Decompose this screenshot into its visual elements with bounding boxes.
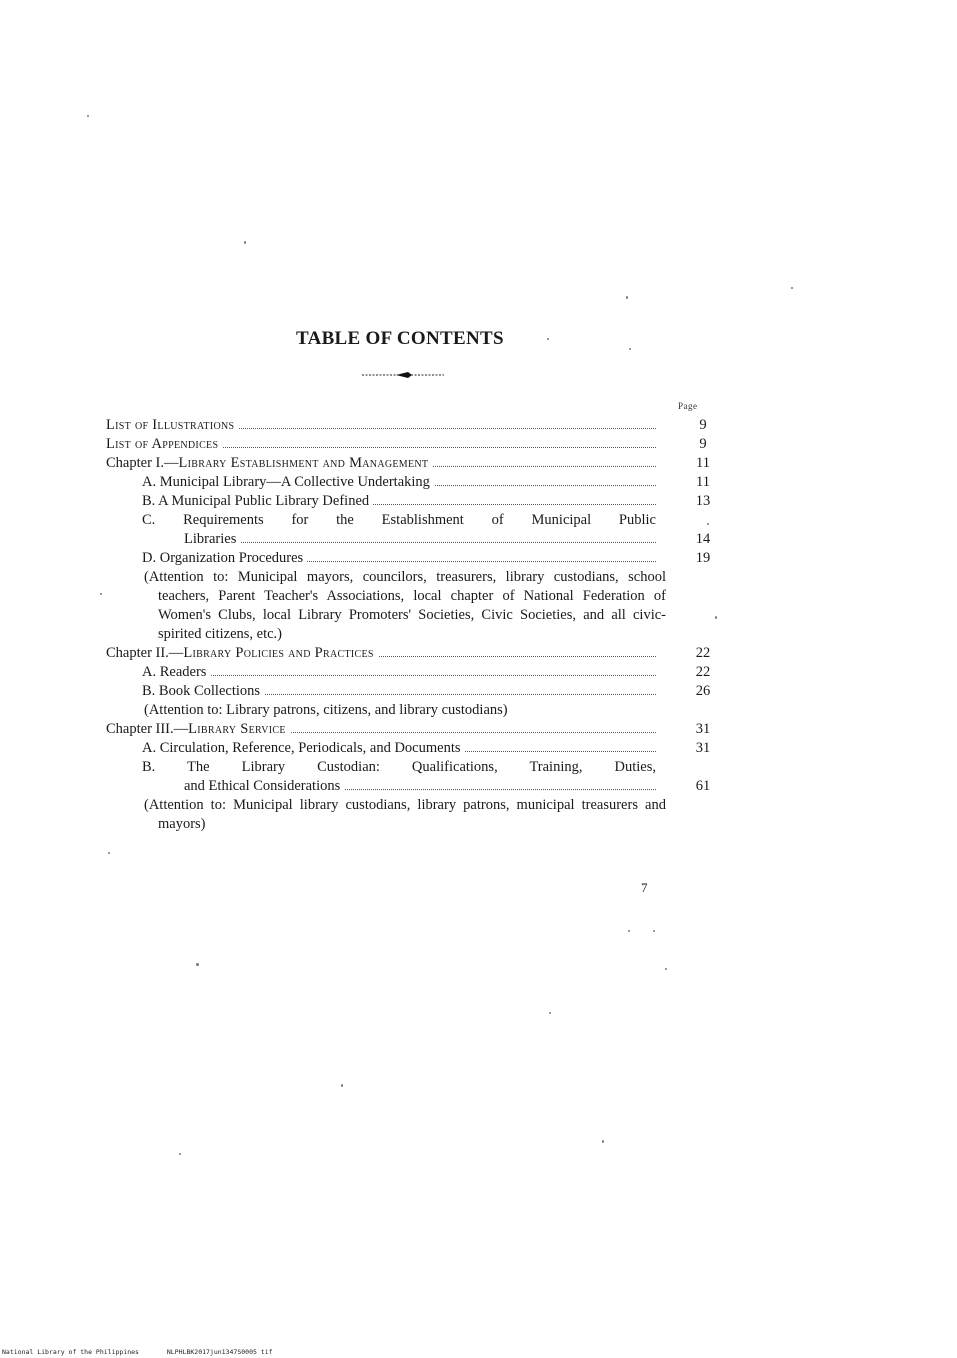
- scan-speck: [665, 968, 667, 970]
- toc-attention-note: (Attention to: Library patrons, citizens, and library custodians): [144, 702, 508, 718]
- scan-speck: [341, 1084, 343, 1087]
- toc-entry[interactable]: [104, 454, 720, 473]
- scan-speck: [626, 296, 628, 299]
- toc-entry[interactable]: [104, 549, 720, 568]
- scan-speck: [602, 1140, 604, 1143]
- footer-file-id: NLPHLBK2017jun1347S0005 tif: [166, 1348, 273, 1356]
- ornament-divider-icon: [362, 369, 444, 381]
- toc-dot-leader: [142, 675, 656, 676]
- toc-entry[interactable]: [104, 530, 720, 549]
- toc-entry-title: A. Circulation, Reference, Periodicals, and Documents: [142, 740, 461, 756]
- scan-speck: [547, 338, 549, 340]
- toc-page-number: 9: [699, 436, 707, 452]
- toc-entry-title: Library Establishment and Management: [178, 455, 429, 471]
- toc-page-number: 22: [695, 645, 711, 661]
- toc-entry-title: Library Policies and Practices: [183, 645, 374, 661]
- footer-library: National Library of the Philippines: [2, 1348, 139, 1356]
- scan-speck: [244, 241, 246, 244]
- toc-chapter-prefix: Chapter II.—: [106, 645, 184, 661]
- toc-page-number: 22: [695, 664, 711, 680]
- toc-entry-title: D. Organization Procedures: [142, 550, 304, 566]
- toc-entry[interactable]: [104, 435, 720, 454]
- toc-entry-title: B. The Library Custodian: Qualifications, Training, Duties,: [142, 759, 656, 775]
- scan-speck: [629, 348, 631, 350]
- toc-entry[interactable]: [104, 720, 720, 739]
- toc-entry[interactable]: [104, 777, 720, 796]
- toc-entry[interactable]: [104, 492, 720, 511]
- toc-attention-note: (Attention to: Municipal mayors, councilors, treasurers, library custodians, school teachers, Parent Teacher's Associations, local chapter of National Federation of Women's Clubs, local Library Promoters' Societies, Civic Societies, and all civic-spirited citizens, etc.): [144, 569, 666, 642]
- scan-speck: [715, 616, 717, 619]
- toc-entry-title: C. Requirements for the Establishment of Municipal Public: [142, 512, 656, 528]
- toc-entry-continued: and Ethical Considerations: [184, 777, 344, 796]
- toc-page-number: 61: [695, 778, 711, 794]
- toc-page-number: 31: [695, 721, 711, 737]
- toc-entry-title: B. Book Collections: [142, 683, 261, 699]
- scan-speck: [196, 963, 199, 966]
- toc-page-number: 11: [696, 474, 710, 490]
- page-title: TABLE OF CONTENTS: [296, 328, 504, 349]
- toc-entry-title: B. A Municipal Public Library Defined: [142, 493, 370, 509]
- toc-entry[interactable]: [104, 473, 720, 492]
- toc-page-number: 13: [695, 493, 711, 509]
- toc-page-number: 19: [695, 550, 711, 566]
- toc-entry[interactable]: [104, 644, 720, 663]
- scan-speck: [549, 1012, 551, 1014]
- scan-speck: [108, 852, 110, 854]
- toc-chapter-prefix: Chapter I.—: [106, 455, 179, 471]
- page-column-header: Page: [678, 401, 698, 411]
- toc-entry[interactable]: [104, 739, 720, 758]
- toc-entry-title: A. Readers: [142, 664, 207, 680]
- toc-dot-leader: [184, 542, 656, 543]
- toc-entry-title: List of Illustrations: [106, 417, 235, 433]
- scan-speck: [100, 593, 102, 595]
- toc-entry[interactable]: [104, 682, 720, 701]
- toc-entry[interactable]: [104, 758, 720, 777]
- scan-footer: [2, 1348, 297, 1356]
- toc-entry-title: List of Appendices: [106, 436, 219, 452]
- toc-entry[interactable]: [104, 511, 720, 530]
- toc-attention-note: (Attention to: Municipal library custodians, library patrons, municipal treasurers and mayors): [144, 797, 666, 832]
- toc-page-number: 9: [699, 417, 707, 433]
- toc-entry[interactable]: [104, 416, 720, 435]
- toc-chapter-prefix: Chapter III.—: [106, 721, 189, 737]
- page-number: 7: [641, 880, 648, 895]
- scan-speck: [179, 1153, 181, 1155]
- toc-page-number: 11: [696, 455, 710, 471]
- toc-page-number: 14: [695, 531, 711, 547]
- scan-speck: [791, 287, 793, 289]
- scan-speck: [628, 930, 630, 932]
- toc-page-number: 31: [695, 740, 711, 756]
- toc-page-number: 26: [695, 683, 711, 699]
- toc-entry-title: Library Service: [188, 721, 286, 737]
- scan-speck: [87, 115, 89, 117]
- toc-entry[interactable]: [104, 663, 720, 682]
- scan-speck: [653, 930, 655, 932]
- toc-entry-continued: Libraries: [184, 530, 240, 549]
- toc-entry-title: A. Municipal Library—A Collective Undertaking: [142, 474, 430, 490]
- scan-speck: [707, 523, 709, 525]
